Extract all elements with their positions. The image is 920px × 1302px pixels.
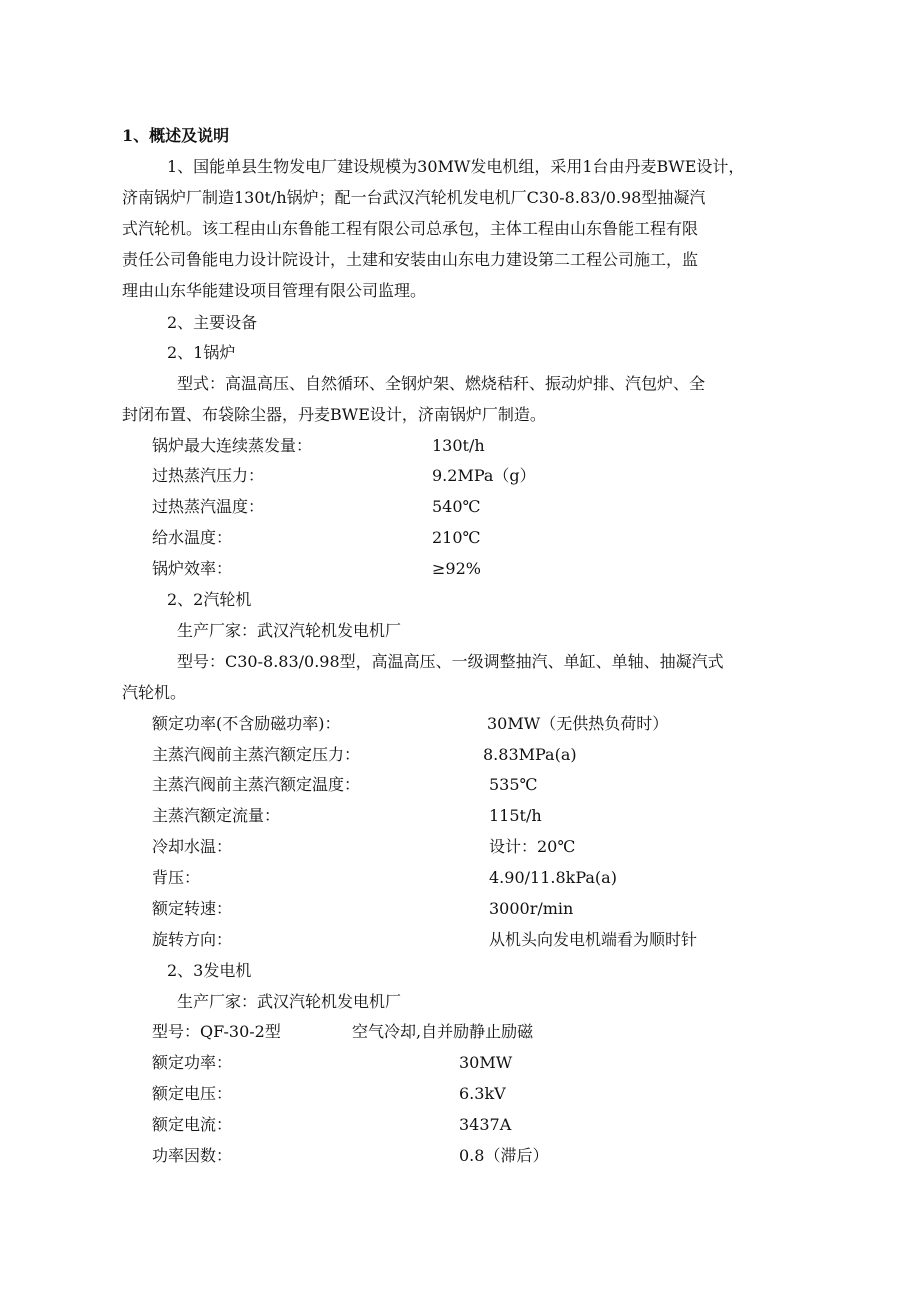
- turbine-model-line: 汽轮机。: [122, 683, 187, 702]
- turbine-maker: 生产厂家：武汉汽轮机发电机厂: [177, 621, 402, 640]
- spec-value: 9.2MPa（g）: [432, 466, 536, 485]
- generator-model: 型号：QF-30-2型: [152, 1022, 281, 1041]
- spec-value: 115t/h: [489, 806, 542, 825]
- spec-value: 从机头向发电机端看为顺时针: [489, 930, 698, 949]
- spec-label: 额定转速：: [152, 899, 233, 918]
- spec-label: 背压：: [152, 868, 201, 887]
- spec-value: 30MW: [459, 1053, 513, 1072]
- spec-value: 3437A: [459, 1115, 512, 1134]
- spec-label: 锅炉效率：: [152, 559, 233, 578]
- spec-value: 535℃: [489, 775, 538, 794]
- spec-value: 6.3kV: [459, 1084, 506, 1103]
- subsection-heading: 2、主要设备: [167, 313, 258, 332]
- spec-label: 额定功率(不含励磁功率)：: [152, 714, 341, 733]
- spec-label: 主蒸汽阀前主蒸汽额定压力：: [152, 745, 361, 764]
- turbine-heading: 2、2汽轮机: [167, 590, 252, 609]
- spec-value: 0.8（滞后）: [459, 1146, 549, 1165]
- spec-value: 4.90/11.8kPa(a): [489, 868, 617, 887]
- spec-label: 过热蒸汽压力：: [152, 466, 265, 485]
- section-heading: 1、概述及说明: [122, 126, 230, 145]
- spec-value: 3000r/min: [489, 899, 574, 918]
- spec-label: 主蒸汽额定流量：: [152, 806, 281, 825]
- spec-label: 旋转方向：: [152, 930, 233, 949]
- turbine-model-line: 型号：C30-8.83/0.98型，高温高压、一级调整抽汽、单缸、单轴、抽凝汽式: [177, 652, 724, 671]
- generator-maker: 生产厂家：武汉汽轮机发电机厂: [177, 992, 402, 1011]
- spec-value: ≥92%: [432, 559, 481, 578]
- spec-label: 锅炉最大连续蒸发量：: [152, 436, 313, 455]
- intro-line: 式汽轮机。该工程由山东鲁能工程有限公司总承包，主体工程由山东鲁能工程有限: [122, 219, 699, 238]
- generator-cooling: 空气冷却,自并励静止励磁: [352, 1022, 534, 1041]
- spec-label: 额定电压：: [152, 1084, 233, 1103]
- generator-heading: 2、3发电机: [167, 961, 252, 980]
- spec-value: 8.83MPa(a): [483, 745, 577, 764]
- spec-value: 30MW（无供热负荷时）: [487, 714, 669, 733]
- intro-line: 理由山东华能建设项目管理有限公司监理。: [122, 281, 427, 300]
- spec-value: 130t/h: [432, 436, 485, 455]
- boiler-type-line: 封闭布置、布袋除尘器，丹麦BWE设计，济南锅炉厂制造。: [122, 405, 546, 424]
- spec-label: 给水温度：: [152, 528, 233, 547]
- boiler-type-line: 型式：高温高压、自然循环、全钢炉架、燃烧秸秆、振动炉排、汽包炉、全: [177, 374, 706, 393]
- spec-label: 冷却水温：: [152, 837, 233, 856]
- spec-label: 功率因数：: [152, 1146, 233, 1165]
- spec-label: 过热蒸汽温度：: [152, 497, 265, 516]
- spec-value: 设计：20℃: [489, 837, 576, 856]
- spec-value: 210℃: [432, 528, 481, 547]
- spec-label: 主蒸汽阀前主蒸汽额定温度：: [152, 775, 361, 794]
- intro-line: 责任公司鲁能电力设计院设计，土建和安装由山东电力建设第二工程公司施工，监: [122, 250, 699, 269]
- boiler-heading: 2、1锅炉: [167, 343, 236, 362]
- spec-label: 额定电流：: [152, 1115, 233, 1134]
- spec-value: 540℃: [432, 497, 481, 516]
- intro-line: 1、国能单县生物发电厂建设规模为30MW发电机组，采用1台由丹麦BWE设计，: [167, 157, 745, 176]
- intro-line: 济南锅炉厂制造130t/h锅炉；配一台武汉汽轮机发电机厂C30-8.83/0.98型抽凝汽: [122, 188, 706, 207]
- spec-label: 额定功率：: [152, 1053, 233, 1072]
